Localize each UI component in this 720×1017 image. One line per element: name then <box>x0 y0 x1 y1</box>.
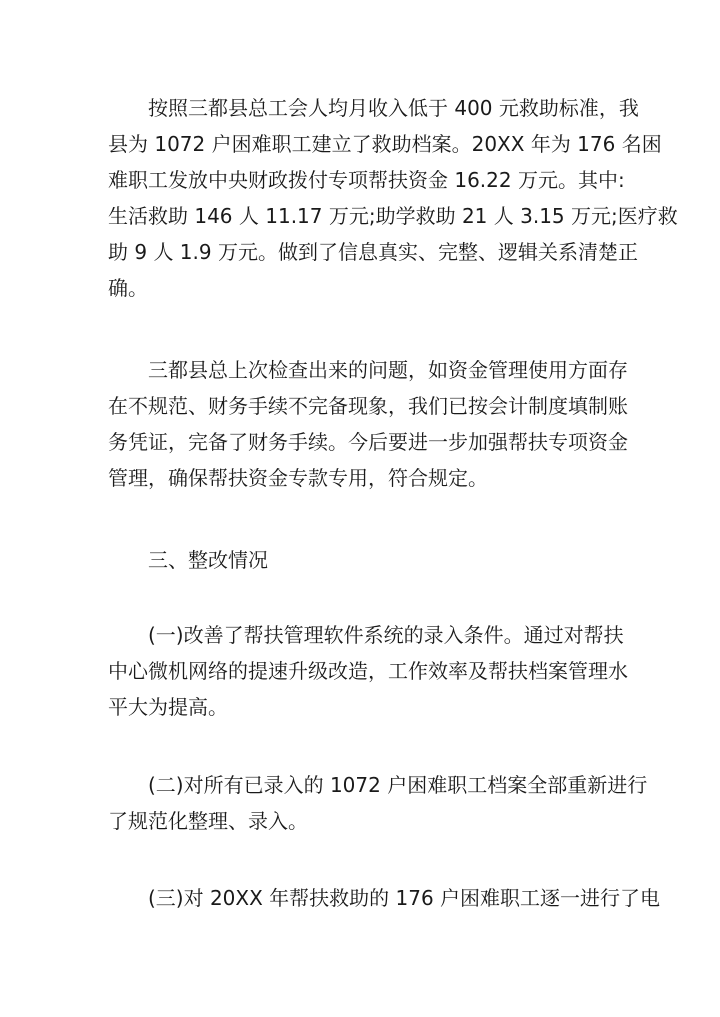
text-line: 生活救助 146 人 11.17 万元;助学救助 21 人 3.15 万元;医疗救 <box>108 204 678 228</box>
text-line: 管理，确保帮扶资金专款专用，符合规定。 <box>108 466 488 490</box>
text-line: (三)对 20XX 年帮扶救助的 176 户困难职工逐一进行了电 <box>148 886 661 910</box>
text-line: 三都县总上次检查出来的问题，如资金管理使用方面存 <box>148 358 628 382</box>
text-line: 平大为提高。 <box>108 695 228 719</box>
section-title: 三、整改情况 <box>148 548 268 572</box>
paragraph-item-1 <box>108 617 628 725</box>
text-line: 务凭证，完备了财务手续。今后要进一步加强帮扶专项资金 <box>108 430 628 454</box>
paragraph-inspection-issues <box>108 352 628 496</box>
text-line: 助 9 人 1.9 万元。做到了信息真实、完整、逻辑关系清楚正 <box>108 240 638 264</box>
paragraph-relief-standard <box>108 90 678 306</box>
text-line: 按照三都县总工会人均月收入低于 400 元救助标准，我 <box>148 96 639 120</box>
paragraph-item-3 <box>108 880 661 916</box>
text-line: (一)改善了帮扶管理软件系统的录入条件。通过对帮扶 <box>148 623 624 647</box>
text-line: 了规范化整理、录入。 <box>108 809 308 833</box>
section-heading <box>108 542 612 578</box>
text-line: 确。 <box>108 276 148 300</box>
text-line: 县为 1072 户困难职工建立了救助档案。20XX 年为 176 名困 <box>108 132 662 156</box>
text-line: (二)对所有已录入的 1072 户困难职工档案全部重新进行 <box>148 773 648 797</box>
text-line: 中心微机网络的提速升级改造，工作效率及帮扶档案管理水 <box>108 659 628 683</box>
paragraph-item-2 <box>108 767 648 839</box>
text-line: 难职工发放中央财政拨付专项帮扶资金 16.22 万元。其中: <box>108 168 625 192</box>
text-line: 在不规范、财务手续不完备现象，我们已按会计制度填制账 <box>108 394 628 418</box>
